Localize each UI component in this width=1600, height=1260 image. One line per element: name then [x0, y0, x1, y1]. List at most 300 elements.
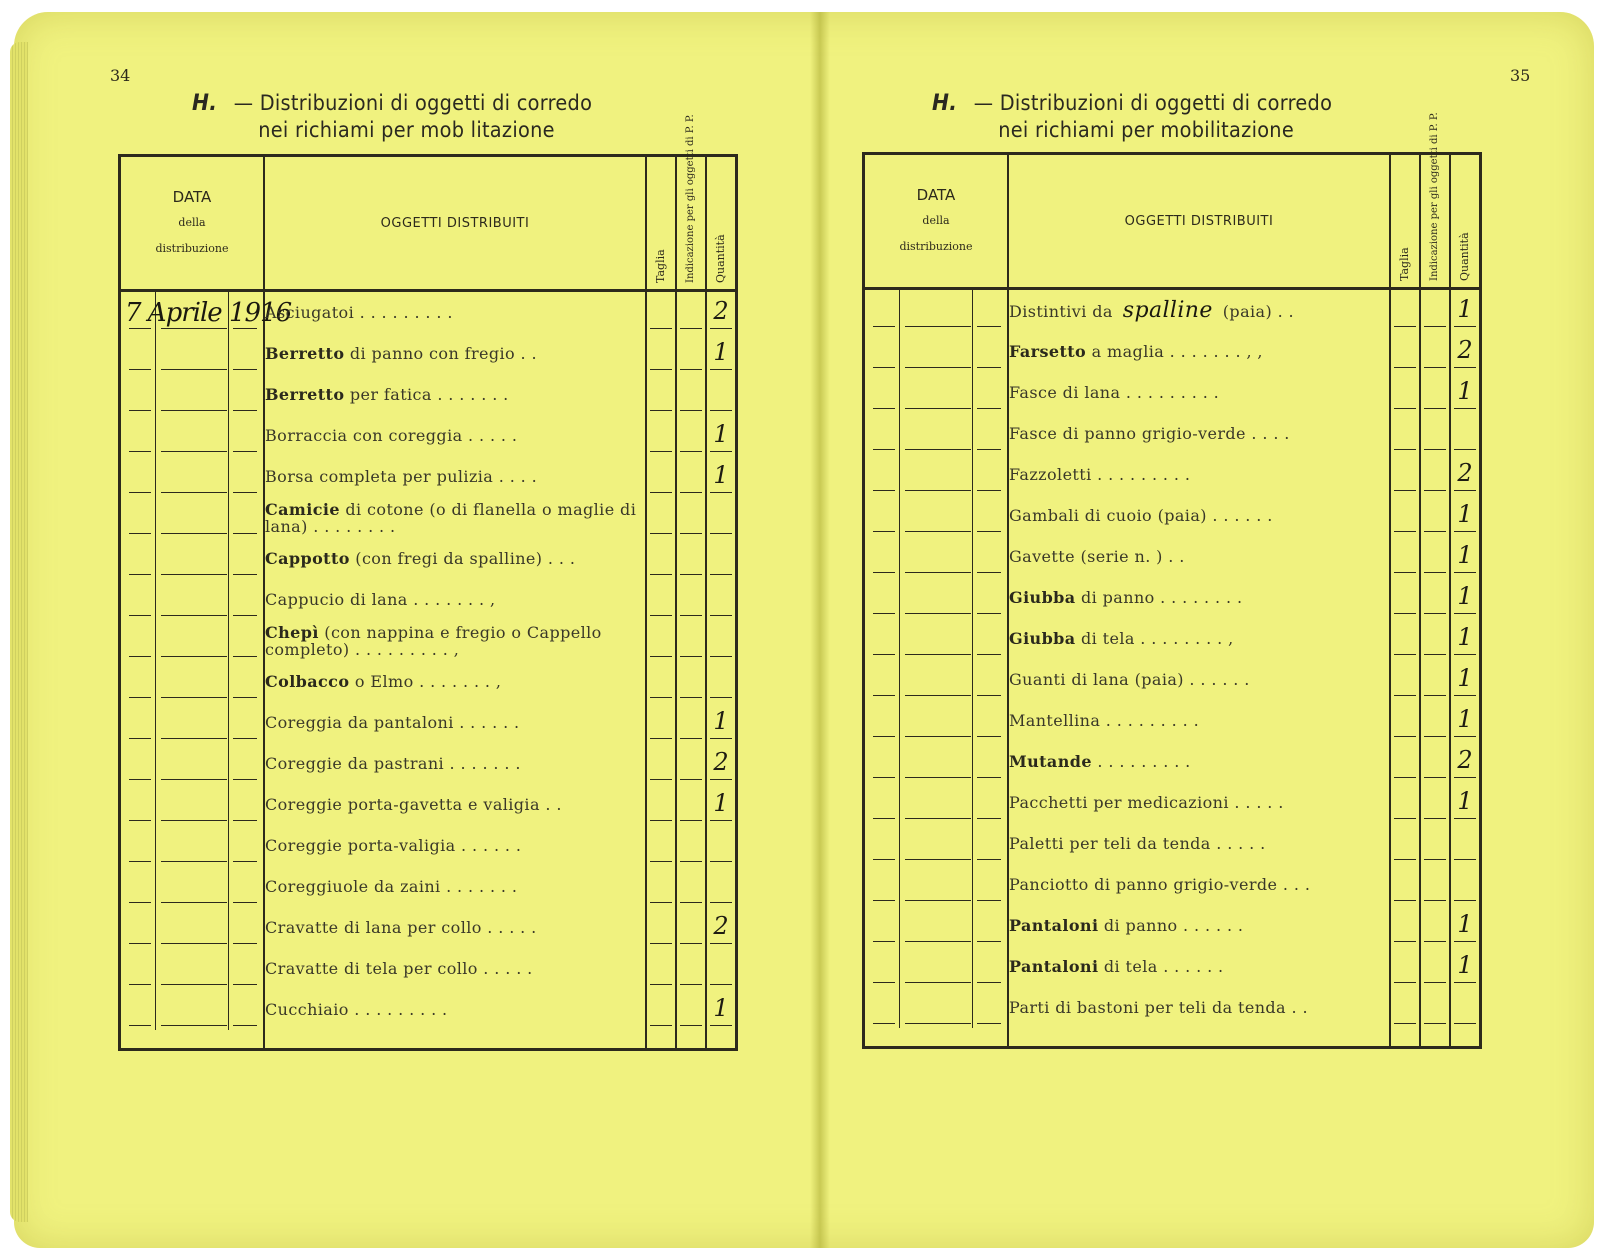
object-name: Borsa completa per pulizia . . . . [265, 467, 538, 486]
date-cell [120, 374, 265, 415]
table-row [120, 538, 737, 579]
blank-line [680, 697, 702, 698]
object-name: Fasce di lana . . . . . . . . . [1009, 383, 1220, 402]
object-name: Mantellina . . . . . . . . . [1009, 711, 1200, 730]
size-cell [1390, 987, 1420, 1028]
date-cell [864, 700, 1009, 741]
object-name: Cappucio di lana . . . . . . . , [265, 590, 496, 609]
blank-line [1394, 900, 1416, 901]
blank-line [1394, 695, 1416, 696]
quantity-value: 2 [1457, 458, 1473, 487]
blank-line [1394, 736, 1416, 737]
table-row [864, 413, 1481, 454]
quantity-cell [1450, 823, 1481, 864]
date-blank-line [129, 861, 151, 862]
indication-cell [676, 702, 706, 743]
date-blank-line [977, 900, 1001, 901]
object-cell [264, 579, 646, 620]
date-blank-line [905, 367, 971, 368]
date-cell [864, 782, 1009, 823]
blank-line [1454, 900, 1476, 901]
quantity-value: 1 [1457, 499, 1473, 528]
date-blank-line [161, 697, 227, 698]
quantity-cell [1450, 495, 1481, 536]
date-blank-line [873, 490, 895, 491]
size-cell [1390, 864, 1420, 905]
blank-line [680, 656, 702, 657]
date-cell [120, 291, 292, 334]
blank-line [1454, 326, 1476, 327]
date-blank-line [161, 861, 227, 862]
object-cell [1008, 905, 1390, 946]
object-cell [1008, 741, 1390, 782]
extension-cell [676, 1030, 706, 1050]
table-row [864, 823, 1481, 864]
date-subcolumn [899, 782, 973, 823]
date-blank-line [129, 328, 151, 329]
header-indication: Indicazione per gli oggetti di P. P. [676, 156, 706, 291]
size-cell [646, 497, 676, 538]
object-cell [1008, 782, 1390, 823]
date-blank-line [905, 982, 971, 983]
object-cell [264, 825, 646, 866]
date-blank-line [161, 738, 227, 739]
date-blank-line [233, 984, 257, 985]
right-page [826, 12, 1594, 1248]
table-row [864, 536, 1481, 577]
date-blank-line [977, 572, 1001, 573]
blank-line [1454, 367, 1476, 368]
blank-line [710, 820, 732, 821]
table-bottom-extension [120, 1030, 737, 1050]
date-cell [864, 289, 1009, 332]
object-name: o Elmo . . . . . . . , [349, 672, 502, 691]
blank-line [710, 779, 732, 780]
object-cell [264, 538, 646, 579]
date-blank-line [873, 408, 895, 409]
size-cell [1390, 782, 1420, 823]
table-row [120, 702, 737, 743]
size-cell [1390, 372, 1420, 413]
blank-line [650, 451, 672, 452]
blank-line [710, 943, 732, 944]
indication-cell [1420, 495, 1450, 536]
date-subcolumn [155, 415, 229, 456]
quantity-cell [706, 579, 737, 620]
date-blank-line [161, 574, 227, 575]
object-name-bold: Camicie [265, 499, 340, 519]
header-objects: OGGETTI DISTRIBUITI [264, 156, 646, 291]
blank-line [1394, 1023, 1416, 1024]
quantity-value: 1 [1457, 540, 1473, 569]
date-blank-line [873, 654, 895, 655]
date-blank-line [977, 1023, 1001, 1024]
blank-line [1454, 859, 1476, 860]
blank-line [1394, 531, 1416, 532]
blank-line [710, 861, 732, 862]
quantity-value: 2 [713, 911, 729, 940]
quantity-value: 1 [713, 993, 729, 1022]
object-name: di panno . . . . . . . . [1075, 588, 1243, 607]
date-blank-line [905, 613, 971, 614]
date-cell [120, 948, 265, 989]
page-number: 34 [110, 66, 131, 85]
indication-cell [676, 661, 706, 702]
date-blank-line [233, 615, 257, 616]
object-cell [1008, 864, 1390, 905]
date-cell [120, 538, 265, 579]
size-cell [1390, 289, 1420, 332]
header-indication: Indicazione per gli oggetti di P. P. [1420, 154, 1450, 289]
table-row [120, 620, 737, 661]
date-blank-line [977, 654, 1001, 655]
size-cell [1390, 741, 1420, 782]
table-row [120, 743, 737, 784]
date-blank-line [161, 410, 227, 411]
object-name: Gavette (serie n. ) . . [1009, 547, 1185, 566]
object-name: Coreggie da pastrani . . . . . . . [265, 754, 521, 773]
blank-line [1454, 982, 1476, 983]
date-subcolumn [155, 702, 229, 743]
blank-line [710, 738, 732, 739]
table-bottom-extension [864, 1028, 1481, 1048]
date-blank-line [905, 900, 971, 901]
blank-line [1394, 367, 1416, 368]
blank-line [680, 328, 702, 329]
object-name: . . . . . . . . . [1091, 752, 1191, 771]
size-cell [1390, 946, 1420, 987]
blank-line [710, 369, 732, 370]
blank-line [710, 697, 732, 698]
blank-line [1454, 1023, 1476, 1024]
date-blank-line [161, 656, 227, 657]
object-name: di tela . . . . . . . . , [1075, 629, 1234, 648]
indication-cell [1420, 700, 1450, 741]
indication-cell [676, 989, 706, 1030]
blank-line [1424, 408, 1446, 409]
object-name: per fatica . . . . . . . [344, 385, 509, 404]
extension-cell [120, 1030, 265, 1050]
blank-line [710, 574, 732, 575]
date-subcolumn [155, 456, 229, 497]
date-cell [864, 618, 1009, 659]
date-blank-line [129, 779, 151, 780]
object-cell [1008, 823, 1390, 864]
date-subcolumn [155, 989, 229, 1030]
blank-line [650, 328, 672, 329]
extension-cell [1390, 1028, 1420, 1048]
date-subcolumn [899, 331, 973, 372]
header-date-sub2: distribuzione [155, 242, 229, 255]
blank-line [1424, 818, 1446, 819]
object-cell [1008, 577, 1390, 618]
date-subcolumn [899, 864, 973, 905]
blank-line [1454, 818, 1476, 819]
object-name: a maglia . . . . . . . , , [1086, 342, 1263, 361]
indication-cell [1420, 864, 1450, 905]
size-cell [1390, 823, 1420, 864]
date-cell [120, 743, 265, 784]
date-subcolumn [155, 866, 229, 907]
date-blank-line [161, 984, 227, 985]
date-blank-line [161, 615, 227, 616]
date-blank-line [905, 1023, 971, 1024]
object-cell [264, 989, 646, 1030]
date-subcolumn [899, 536, 973, 577]
header-date [120, 156, 265, 291]
date-blank-line [977, 982, 1001, 983]
size-cell [1390, 905, 1420, 946]
indication-cell [1420, 987, 1450, 1028]
size-cell [646, 333, 676, 374]
quantity-value: 1 [1457, 909, 1473, 938]
object-name: Asciugatoi . . . . . . . . . [265, 303, 453, 322]
blank-line [650, 1025, 672, 1026]
object-name: Borraccia con coreggia . . . . . [265, 426, 518, 445]
date-blank-line [161, 1025, 227, 1026]
object-name: (con nappina e fregio o Cappello completo) . . . . . . . . . , [265, 622, 602, 659]
quantity-cell [1450, 946, 1481, 987]
date-subcolumn [899, 372, 973, 413]
quantity-cell [1450, 905, 1481, 946]
table-row [864, 331, 1481, 372]
object-name: Guanti di lana (paia) . . . . . . [1009, 670, 1250, 689]
blank-line [680, 943, 702, 944]
indication-cell [1420, 618, 1450, 659]
date-blank-line [977, 941, 1001, 942]
blank-line [650, 656, 672, 657]
date-subcolumn [899, 413, 973, 454]
date-cell [120, 579, 265, 620]
table-row [864, 864, 1481, 905]
quantity-value: 1 [1457, 663, 1473, 692]
blank-line [1394, 941, 1416, 942]
date-blank-line [905, 531, 971, 532]
date-cell [864, 741, 1009, 782]
blank-line [680, 738, 702, 739]
date-blank-line [873, 736, 895, 737]
blank-line [650, 697, 672, 698]
handwritten-date: 7 Aprile 1916 [125, 298, 292, 328]
quantity-cell [1450, 331, 1481, 372]
size-cell [646, 702, 676, 743]
size-cell [1390, 618, 1420, 659]
table-row [120, 456, 737, 497]
blank-line [650, 943, 672, 944]
object-name: Cucchiaio . . . . . . . . . [265, 1000, 448, 1019]
date-subcolumn [899, 823, 973, 864]
object-cell [1008, 659, 1390, 700]
blank-line [680, 779, 702, 780]
quantity-cell [1450, 577, 1481, 618]
indication-cell [676, 333, 706, 374]
blank-line [1424, 367, 1446, 368]
date-blank-line [129, 697, 151, 698]
size-cell [646, 948, 676, 989]
page-title [192, 90, 836, 144]
indication-cell [676, 579, 706, 620]
date-subcolumn [899, 700, 973, 741]
handwritten-note: spalline [1122, 297, 1213, 323]
indication-cell [1420, 823, 1450, 864]
title-line-1: — Distribuzioni di oggetti di corredo [233, 91, 593, 115]
blank-line [710, 451, 732, 452]
quantity-cell [1450, 659, 1481, 700]
size-cell [646, 989, 676, 1030]
date-cell [120, 497, 265, 538]
date-subcolumn [899, 618, 973, 659]
quantity-cell [1450, 536, 1481, 577]
object-name-bold: Farsetto [1009, 342, 1087, 361]
quantity-cell [706, 620, 737, 661]
date-blank-line [233, 492, 257, 493]
date-blank-line [161, 328, 227, 329]
size-cell [646, 456, 676, 497]
extension-cell [1420, 1028, 1450, 1048]
blank-line [710, 984, 732, 985]
title-line-2: nei richiami per mob litazione [258, 118, 555, 142]
indication-cell [676, 538, 706, 579]
header-date-sub1: della [178, 216, 206, 229]
blank-line [1424, 572, 1446, 573]
date-blank-line [233, 369, 257, 370]
indication-cell [1420, 577, 1450, 618]
quantity-value: 1 [713, 788, 729, 817]
size-cell [1390, 495, 1420, 536]
date-cell [864, 454, 1009, 495]
header-date-label: DATA [916, 186, 956, 204]
header-date-sub2: distribuzione [899, 240, 973, 253]
date-blank-line [905, 859, 971, 860]
table-row [864, 700, 1481, 741]
object-name-bold: Berretto [265, 385, 345, 404]
size-cell [1390, 659, 1420, 700]
blank-line [650, 738, 672, 739]
quantity-cell [1450, 618, 1481, 659]
blank-line [650, 615, 672, 616]
date-blank-line [977, 326, 1001, 327]
blank-line [710, 410, 732, 411]
indication-cell [676, 866, 706, 907]
blank-line [1424, 449, 1446, 450]
quantity-cell [1450, 372, 1481, 413]
blank-line [1394, 613, 1416, 614]
quantity-value: 2 [1457, 335, 1473, 364]
date-blank-line [977, 859, 1001, 860]
size-cell [646, 907, 676, 948]
date-cell [120, 661, 265, 702]
date-subcolumn [899, 659, 973, 700]
header-objects: OGGETTI DISTRIBUITI [1008, 154, 1390, 289]
object-name-bold: Colbacco [265, 672, 350, 691]
size-cell [646, 743, 676, 784]
extension-cell [264, 1030, 646, 1050]
indication-cell [676, 743, 706, 784]
object-cell [1008, 618, 1390, 659]
size-cell [1390, 700, 1420, 741]
indication-cell [676, 784, 706, 825]
object-name: di panno . . . . . . [1098, 916, 1244, 935]
blank-line [1394, 654, 1416, 655]
date-blank-line [129, 615, 151, 616]
date-cell [120, 989, 265, 1030]
table-row [864, 618, 1481, 659]
date-blank-line [233, 574, 257, 575]
blank-line [680, 902, 702, 903]
date-blank-line [873, 572, 895, 573]
date-blank-line [129, 984, 151, 985]
object-name-bold: Mutande [1009, 752, 1092, 771]
date-blank-line [977, 736, 1001, 737]
left-page [14, 12, 814, 1248]
indication-cell [1420, 289, 1450, 332]
size-cell [646, 415, 676, 456]
blank-line [1454, 408, 1476, 409]
date-blank-line [905, 818, 971, 819]
indication-cell [1420, 782, 1450, 823]
blank-line [650, 574, 672, 575]
date-subcolumn [899, 905, 973, 946]
table-row [120, 866, 737, 907]
table-row [864, 372, 1481, 413]
quantity-cell [706, 702, 737, 743]
table-row [120, 579, 737, 620]
date-blank-line [905, 572, 971, 573]
blank-line [1394, 859, 1416, 860]
blank-line [1454, 736, 1476, 737]
date-subcolumn [899, 987, 973, 1028]
date-blank-line [233, 328, 257, 329]
date-blank-line [873, 982, 895, 983]
object-name: di cotone (o di flanella o maglie di lana) . . . . . . . . [265, 499, 637, 536]
header-quantity: Quantità [1450, 154, 1481, 289]
date-cell [120, 825, 265, 866]
date-blank-line [977, 777, 1001, 778]
blank-line [1424, 736, 1446, 737]
indication-cell [1420, 536, 1450, 577]
indication-cell [676, 456, 706, 497]
date-blank-line [233, 779, 257, 780]
quantity-cell [706, 456, 737, 497]
date-blank-line [905, 326, 971, 327]
indication-cell [1420, 741, 1450, 782]
date-blank-line [233, 738, 257, 739]
blank-line [1424, 326, 1446, 327]
date-blank-line [161, 492, 227, 493]
object-cell [1008, 536, 1390, 577]
date-blank-line [129, 533, 151, 534]
date-cell [120, 907, 265, 948]
table-row [120, 907, 737, 948]
date-cell [120, 415, 265, 456]
date-blank-line [873, 777, 895, 778]
object-name-bold: Giubba [1009, 588, 1076, 607]
date-blank-line [873, 326, 895, 327]
object-name: Coreggiuole da zaini . . . . . . . [265, 877, 518, 896]
table-row [120, 333, 737, 374]
title-line-2: nei richiami per mobilitazione [998, 118, 1294, 142]
object-cell [1008, 413, 1390, 454]
blank-line [680, 820, 702, 821]
quantity-cell [1450, 987, 1481, 1028]
date-blank-line [129, 820, 151, 821]
quantity-value: 1 [713, 460, 729, 489]
date-blank-line [873, 449, 895, 450]
size-cell [1390, 536, 1420, 577]
object-name-bold: Chepì [265, 622, 319, 642]
size-cell [1390, 413, 1420, 454]
object-name-bold: Pantaloni [1009, 957, 1099, 976]
